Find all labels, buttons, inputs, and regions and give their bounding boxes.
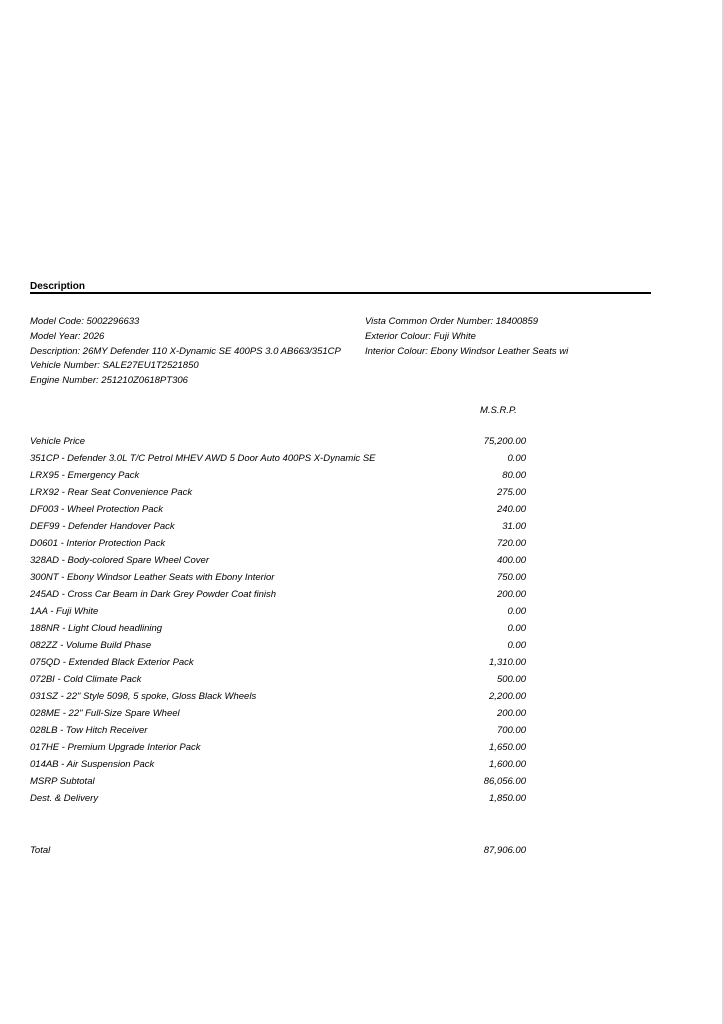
line-item-price: 0.00 <box>507 606 526 617</box>
line-item <box>30 759 530 776</box>
line-item-description: 351CP - Defender 3.0L T/C Petrol MHEV AWD 5 Door Auto 400PS X-Dynamic SE <box>30 453 376 464</box>
line-item <box>30 572 530 589</box>
line-item-price: 1,650.00 <box>489 742 526 753</box>
line-item <box>30 691 530 708</box>
line-item-description: 031SZ - 22" Style 5098, 5 spoke, Gloss Black Wheels <box>30 691 257 702</box>
line-item <box>30 674 530 691</box>
heading-divider <box>30 292 651 294</box>
line-item-price: 400.00 <box>496 555 526 566</box>
line-item <box>30 504 530 521</box>
line-item <box>30 640 530 657</box>
line-item <box>30 521 530 538</box>
line-item-description: 300NT - Ebony Windsor Leather Seats with Ebony Interior <box>30 572 275 583</box>
line-item-description: 014AB - Air Suspension Pack <box>30 759 155 770</box>
line-item-description: DEF99 - Defender Handover Pack <box>30 521 175 532</box>
line-item <box>30 776 530 793</box>
line-item <box>30 436 530 453</box>
line-items-list <box>30 436 530 810</box>
total-row <box>30 845 530 859</box>
msrp-column-header: M.S.R.P. <box>480 405 517 416</box>
line-item-price: 240.00 <box>496 504 526 515</box>
line-item <box>30 555 530 572</box>
model-year: Model Year: 2026 <box>30 331 105 342</box>
line-item-price: 700.00 <box>496 725 526 736</box>
line-item-price: 75,200.00 <box>483 436 526 447</box>
vehicle-description: Description: 26MY Defender 110 X-Dynamic SE 400PS 3.0 AB663/351CP <box>30 346 341 357</box>
line-item <box>30 470 530 487</box>
interior-colour: Interior Colour: Ebony Windsor Leather Seats wi <box>365 346 569 357</box>
line-item-price: 1,600.00 <box>489 759 526 770</box>
line-item-description: LRX95 - Emergency Pack <box>30 470 140 481</box>
line-item <box>30 589 530 606</box>
exterior-colour: Exterior Colour: Fuji White <box>365 331 476 342</box>
line-item-price: 0.00 <box>507 623 526 634</box>
line-item-description: Dest. & Delivery <box>30 793 99 804</box>
line-item <box>30 623 530 640</box>
line-item-price: 2,200.00 <box>489 691 526 702</box>
line-item <box>30 708 530 725</box>
line-item-description: 017HE - Premium Upgrade Interior Pack <box>30 742 201 753</box>
line-item-description: 328AD - Body-colored Spare Wheel Cover <box>30 555 210 566</box>
total-label: Total <box>30 845 51 856</box>
line-item-price: 1,310.00 <box>489 657 526 668</box>
total-value: 87,906.00 <box>483 845 526 856</box>
line-item <box>30 742 530 759</box>
line-item <box>30 487 530 504</box>
line-item-price: 0.00 <box>507 640 526 651</box>
line-item-description: 075QD - Extended Black Exterior Pack <box>30 657 194 668</box>
line-item-description: D0601 - Interior Protection Pack <box>30 538 166 549</box>
line-item-description: 245AD - Cross Car Beam in Dark Grey Powder Coat finish <box>30 589 277 600</box>
line-item-description: 028LB - Tow Hitch Receiver <box>30 725 148 736</box>
line-item <box>30 793 530 810</box>
line-item <box>30 453 530 470</box>
line-item-price: 720.00 <box>496 538 526 549</box>
vista-order-number: Vista Common Order Number: 18400859 <box>365 316 539 327</box>
vehicle-number: Vehicle Number: SALE27EU1T2521850 <box>30 360 199 371</box>
line-item-price: 86,056.00 <box>483 776 526 787</box>
line-item-description: 082ZZ - Volume Build Phase <box>30 640 152 651</box>
line-item-description: Vehicle Price <box>30 436 86 447</box>
line-item <box>30 538 530 555</box>
line-item <box>30 725 530 742</box>
line-item <box>30 657 530 674</box>
line-item-description: 072BI - Cold Climate Pack <box>30 674 142 685</box>
line-item-price: 500.00 <box>496 674 526 685</box>
line-item-price: 1,850.00 <box>489 793 526 804</box>
line-item <box>30 606 530 623</box>
line-item-description: DF003 - Wheel Protection Pack <box>30 504 164 515</box>
line-item-price: 750.00 <box>496 572 526 583</box>
line-item-price: 200.00 <box>496 589 526 600</box>
section-heading: Description <box>30 281 86 292</box>
line-item-description: 028ME - 22" Full-Size Spare Wheel <box>30 708 180 719</box>
line-item-price: 80.00 <box>502 470 526 481</box>
model-code: Model Code: 5002296633 <box>30 316 140 327</box>
line-item-price: 0.00 <box>507 453 526 464</box>
line-item-price: 200.00 <box>496 708 526 719</box>
line-item-description: 188NR - Light Cloud headlining <box>30 623 163 634</box>
line-item-description: MSRP Subtotal <box>30 776 95 787</box>
line-item-price: 275.00 <box>496 487 526 498</box>
line-item-price: 31.00 <box>502 521 526 532</box>
engine-number: Engine Number: 251210Z0618PT306 <box>30 375 188 386</box>
line-item-description: LRX92 - Rear Seat Convenience Pack <box>30 487 193 498</box>
line-item-description: 1AA - Fuji White <box>30 606 99 617</box>
